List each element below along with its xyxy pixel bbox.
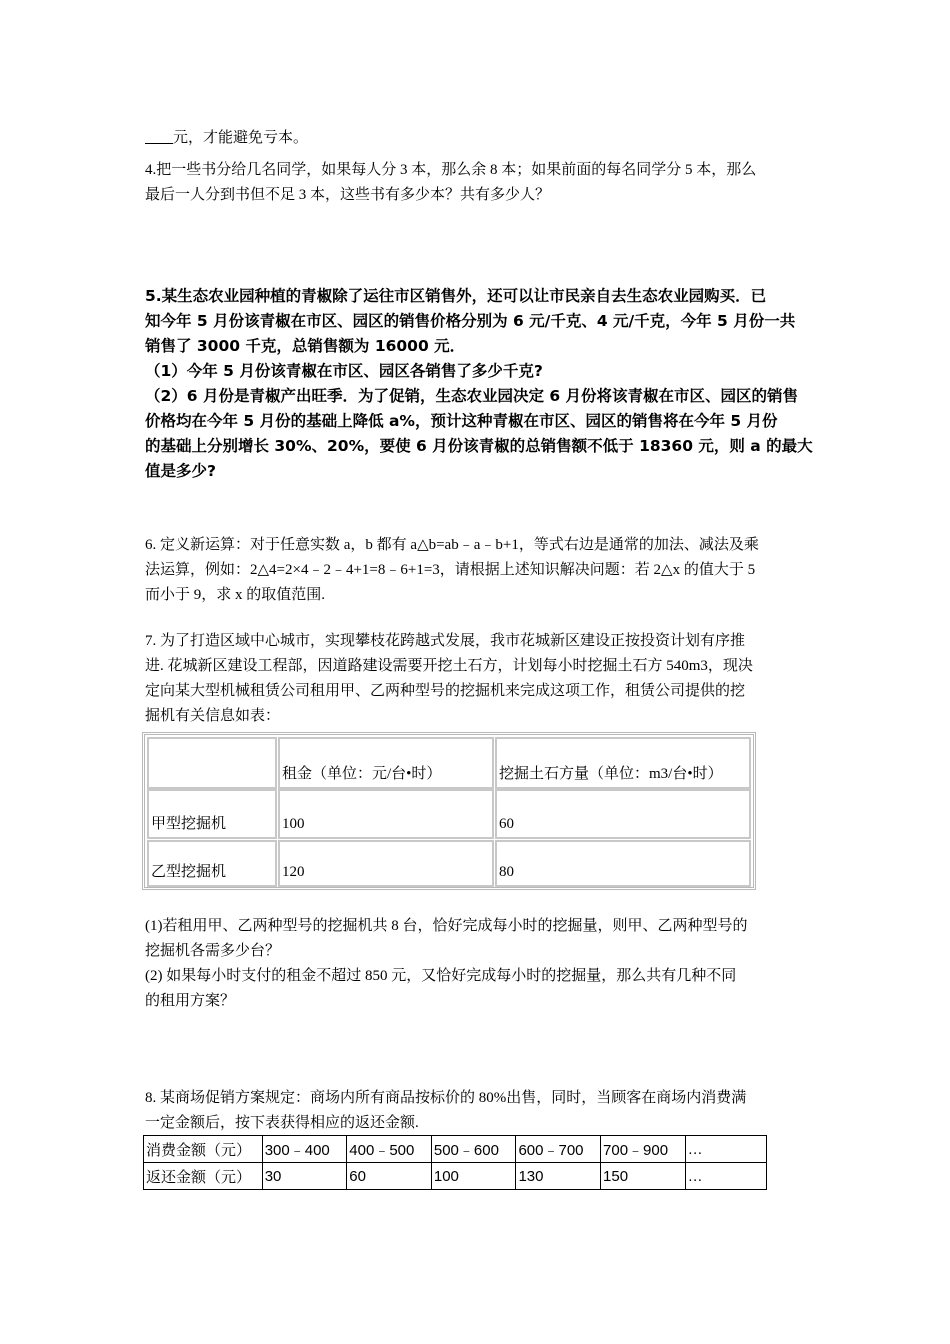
table-cell: … [685, 1136, 766, 1163]
table-cell: 100 [278, 789, 494, 839]
table-cell: … [685, 1163, 766, 1190]
table-row-label: 消费金额（元） [144, 1136, 263, 1163]
table-row-label: 乙型挖掘机 [147, 840, 277, 887]
q5-subquestion-1: （1）今年 5 月份该青椒在市区、园区各销售了多少千克? [145, 362, 543, 380]
q6-line: 6. 定义新运算：对于任意实数 a，b 都有 a△b=ab﹣a﹣b+1，等式右边是通常的加法、减法及乘 [145, 537, 759, 553]
q5-line: 销售了 3000 千克，总销售额为 16000 元． [145, 337, 466, 355]
table-cell: 400﹣500 [347, 1136, 432, 1163]
table-row [144, 1136, 767, 1163]
answer-blank [145, 127, 173, 144]
table-cell: 60 [495, 789, 751, 839]
q7-line: 7. 为了打造区域中心城市，实现攀枝花跨越式发展，我市花城新区建设正按投资计划有序推 [145, 633, 746, 649]
q7-line: 定向某大型机械租赁公司租用甲、乙两种型号的挖掘机来完成这项工作，租赁公司提供的挖 [145, 683, 746, 699]
q5-line: 知今年 5 月份该青椒在市区、园区的销售价格分别为 6 元/千克、4 元/千克，今年 5 月份一共 [145, 312, 796, 330]
q5-line: 价格均在今年 5 月份的基础上降低 a%，预计这种青椒在市区、园区的销售将在今年 5 月份 [145, 412, 778, 430]
q3-tail-text: 元，才能避免亏本。 [173, 130, 309, 146]
table-cell: 500﹣600 [431, 1136, 516, 1163]
table-cell: 80 [495, 840, 751, 887]
table-cell: 600﹣700 [516, 1136, 601, 1163]
q5-subquestion-2: （2）6 月份是青椒产出旺季．为了促销，生态农业园决定 6 月份将该青椒在市区、园区的销售 [145, 387, 799, 405]
q8-line: 一定金额后，按下表获得相应的返还金额. [145, 1115, 419, 1131]
q3-tail [145, 126, 810, 151]
table-header-cell [278, 737, 494, 789]
q5-line: 的基础上分别增长 30%、20%，要使 6 月份该青椒的总销售额不低于 18360 元，则 a 的最大 [145, 437, 813, 455]
table-cell: 60 [347, 1163, 432, 1190]
table-header-cell [147, 737, 277, 789]
q4-line: 最后一人分到书但不足 3 本，这些书有多少本？共有多少人？ [145, 187, 551, 203]
question-8 [145, 1086, 810, 1136]
table-cell: 300﹣400 [262, 1136, 347, 1163]
table-row [144, 1163, 767, 1190]
excavator-table [142, 732, 756, 890]
table-cell: 100 [431, 1163, 516, 1190]
q5-line: 5.某生态农业园种植的青椒除了运往市区销售外，还可以让市民亲自去生态农业园购买．已 [145, 287, 767, 305]
table-cell: 30 [262, 1163, 347, 1190]
table-cell: 700﹣900 [601, 1136, 686, 1163]
rent-header: 租金（单位：元/台•时） [282, 766, 442, 782]
q6-line: 而小于 9，求 x 的取值范围. [145, 587, 326, 603]
q7-line: 掘机有关信息如表： [145, 708, 281, 724]
question-7 [145, 629, 810, 729]
volume-header: 挖掘土石方量（单位：m3/台•时） [499, 766, 723, 782]
q7-line: 挖掘机各需多少台？ [145, 943, 281, 959]
q6-line: 法运算，例如：2△4=2×4﹣2﹣4+1=8﹣6+1=3，请根据上述知识解决问题：若 2△x 的值大于 5 [145, 562, 756, 578]
q8-line: 8. 某商场促销方案规定：商场内所有商品按标价的 80%出售，同时，当顾客在商场内消费满 [145, 1090, 747, 1106]
table-cell: 130 [516, 1163, 601, 1190]
question-4 [145, 158, 810, 208]
table-header-cell [495, 737, 751, 789]
table-cell: 150 [601, 1163, 686, 1190]
rebate-table [143, 1135, 767, 1190]
table-row-label: 甲型挖掘机 [147, 789, 277, 839]
q7-line: 进. 花城新区建设工程部，因道路建设需要开挖土石方，计划每小时挖掘土石方 540m3，现决 [145, 658, 753, 674]
q7-line: 的租用方案？ [145, 993, 236, 1009]
q7-subquestion-2: (2) 如果每小时支付的租金不超过 850 元，又恰好完成每小时的挖掘量，那么共有几种不同 [145, 968, 737, 984]
q7-subquestion-1: (1)若租用甲、乙两种型号的挖掘机共 8 台，恰好完成每小时的挖掘量，则甲、乙两种型号的 [145, 918, 748, 934]
table-row-label: 返还金额（元） [144, 1163, 263, 1190]
question-7-parts [145, 914, 810, 1014]
question-6 [145, 533, 810, 608]
table-cell: 120 [278, 840, 494, 887]
q4-line: 4.把一些书分给几名同学，如果每人分 3 本，那么余 8 本；如果前面的每名同学分 5 本，那么 [145, 162, 757, 178]
q5-line: 值是多少? [145, 462, 216, 480]
question-5 [145, 284, 813, 484]
